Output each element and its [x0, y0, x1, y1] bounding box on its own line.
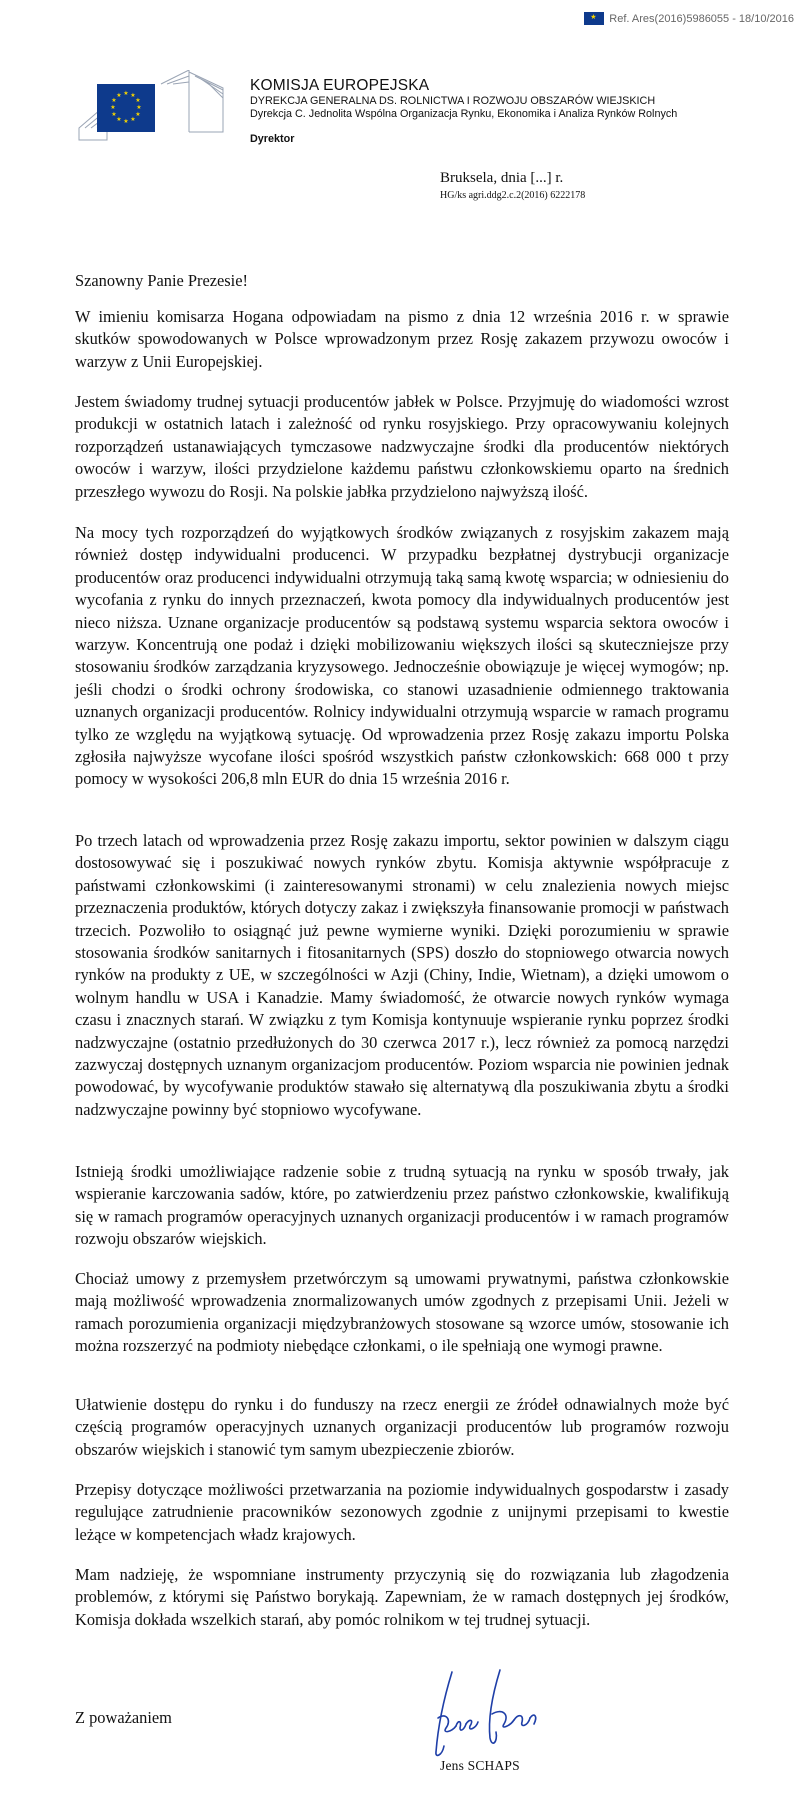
- svg-text:★: ★: [135, 97, 141, 104]
- directorate-general: DYREKCJA GENERALNA DS. ROLNICTWA I ROZWOJU OBSZARÓW WIEJSKICH: [250, 95, 656, 107]
- reference-number: HG/ks agri.ddg2.c.2(2016) 6222178: [440, 190, 586, 201]
- svg-text:★: ★: [116, 92, 122, 99]
- paragraph: Mam nadzieję, że wspomniane instrumenty przyczynią się do rozwiązania lub złagodzenia problemów, z którymi się Państwo borykają. Zapewniam, że w ramach dostępnych jej środków, Komisja dokłada wszelkich starań, aby pomóc rolnikom w tej trudnej sytuacji.: [75, 1565, 729, 1629]
- european-commission-logo: [77, 70, 225, 148]
- svg-text:★: ★: [123, 90, 129, 97]
- paragraph: Na mocy tych rozporządzeń do wyjątkowych środków związanych z rosyjskim zakazem mają również dostęp indywidualni producenci. W przypadku bezpłatnej dystrybucji organizacje producentów oraz producenci indywidualni otrzymują taką samą kwotę wsparcia; w odniesieniu do wycofania z rynku do innych przeznaczeń, kwota pomocy dla indywidualnych producentów jest nieco niższa. Uznane organizacje producentów są podstawą systemu wsparcia sektora owoców i warzyw. Koncentrują one podaż i dzięki mobilizowaniu większych ilości są skuteczniejsze przy stosowaniu środków zarządzania kryzysowego. Jednocześnie obowiązuje je więcej wymogów; np. jeśli chodzi o środki ochrony środowiska, co stanowi uzasadnienie odmiennego traktowania uznanych organizacji producentów. Rolnicy indywidualni otrzymują wsparcie w ramach programu tylko ze względu na wyjątkową sytuację. Od wprowadzenia przez Rosję zakazu importu Polska zgłosiła najwyższe wycofane ilości spośród wszystkich państw członkowskich: 668 000 t przy pomocy w wysokości 206,8 mln EUR do dnia 15 września 2016 r.: [75, 523, 729, 789]
- handwritten-signature: [430, 1668, 540, 1760]
- svg-text:★: ★: [123, 118, 129, 125]
- letterhead: [250, 77, 677, 145]
- svg-text:★: ★: [116, 116, 122, 123]
- paragraph: Istnieją środki umożliwiające radzenie sobie z trudną sytuacją na rynku w sposób trwały, jak wspieranie karczowania sadów, które, po zatwierdzeniu przez państwo członkowskie, kwalifikują się w ramach programów operacyjnych uznanych organizacji producentów i w ramach programów rozwoju obszarów wiejskich.: [75, 1162, 729, 1249]
- closing: Z poważaniem: [75, 1708, 172, 1727]
- directorate: Dyrekcja C. Jednolita Wspólna Organizacja Rynku, Ekonomika i Analiza Rynków Rolnych: [250, 108, 678, 120]
- reference-text: Ref. Ares(2016)5986055 - 18/10/2016: [609, 12, 794, 25]
- eu-flag-icon: [584, 12, 604, 25]
- signatory-name: Jens SCHAPS: [440, 1758, 520, 1773]
- svg-text:★: ★: [130, 92, 136, 99]
- svg-text:★: ★: [110, 104, 116, 111]
- svg-text:★: ★: [136, 104, 142, 111]
- paragraph: Ułatwienie dostępu do rynku i do funduszy na rzecz energii ze źródeł odnawialnych może być częścią programów operacyjnych uznanych organizacji producentów lub programów rozwoju obszarów wiejskich i stanowić tym samym ubezpieczenie zbiorów.: [75, 1395, 729, 1459]
- svg-text:★: ★: [111, 111, 117, 118]
- svg-text:★: ★: [130, 116, 136, 123]
- role-title: Dyrektor: [250, 133, 295, 145]
- document-reference: [584, 12, 794, 25]
- place-date: Bruksela, dnia [...] r.: [440, 170, 564, 186]
- paragraph: Przepisy dotyczące możliwości przetwarzania na poziomie indywidualnych gospodarstw i zasady regulujące zatrudnienie pracowników sezonowych zgodnie z unijnymi przepisami to kwestie leżące w kompetencjach władz krajowych.: [75, 1480, 729, 1544]
- salutation: Szanowny Panie Prezesie!: [75, 271, 248, 290]
- svg-text:★: ★: [111, 97, 117, 104]
- paragraph: Jestem świadomy trudnej sytuacji producentów jabłek w Polsce. Przyjmuję do wiadomości wzrost produkcji w ostatnich latach i zależność od rynku rosyjskiego. Przy opracowywaniu kolejnych rozporządzeń ustanawiających tymczasowe nadzwyczajne środki dla producentów niektórych owoców i warzyw, ilości przydzielone każdemu państwu członkowskiemu oparto na średnich przeszłego wywozu do Rosji. Na polskie jabłka przydzielono najwyższą ilość.: [75, 392, 729, 501]
- organization-name: KOMISJA EUROPEJSKA: [250, 77, 430, 94]
- paragraph: Chociaż umowy z przemysłem przetwórczym są umowami prywatnymi, państwa członkowskie mają możliwość wprowadzenia znormalizowanych umów zgodnych z przepisami Unii. Jeżeli w ramach porozumienia organizacji międzybranżowych stosowane są wzorce umów, stosowanie ich można rozszerzyć na podmioty niebędące członkami, o ile spełniają one wymogi prawne.: [75, 1269, 729, 1356]
- paragraph: W imieniu komisarza Hogana odpowiadam na pismo z dnia 12 września 2016 r. w sprawie skutków spowodowanych w Polsce wprowadzonym przez Rosję zakazem przywozu owoców i warzyw z Unii Europejskiej.: [75, 307, 729, 371]
- svg-text:★: ★: [135, 111, 141, 118]
- paragraph: Po trzech latach od wprowadzenia przez Rosję zakazu importu, sektor powinien w dalszym ciągu dostosowywać się i poszukiwać nowych rynków zbytu. Komisja aktywnie współpracuje z państwami członkowskimi (i zainteresowanymi stronami) w celu znalezienia nowych miejsc przeznaczenia produktów, których dotyczy zakaz i zwiększyła finansowanie promocji w państwach trzecich. Pozwoliło to osiągnąć już pewne wymierne wyniki. Dzięki porozumieniu w sprawie stosowania środków sanitarnych i fitosanitarnych (SPS) doszło do stopniowego otwarcia nowych rynków na produkty z UE, w szczególności w Azji (Chiny, Indie, Wietnam), a dzięki umowom o wolnym handlu w USA i Kanadzie. Mamy świadomość, że otwarcie nowych rynków wymaga czasu i znacznych starań. W związku z tym Komisja kontynuuje wspieranie rynku poprzez środki nadzwyczajne (ostatnio przedłużonych do 30 czerwca 2017 r.), lecz również za pomocą narzędzi zazwyczaj dostępnych uznanym organizacjom producentów. Poziom wsparcia nie powinien jednak powodować, by wycofywanie produktów stawało się alternatywą dla poszukiwania zbytu a środki nadzwyczajne powinny być stopniowo wycofywane.: [75, 831, 729, 1119]
